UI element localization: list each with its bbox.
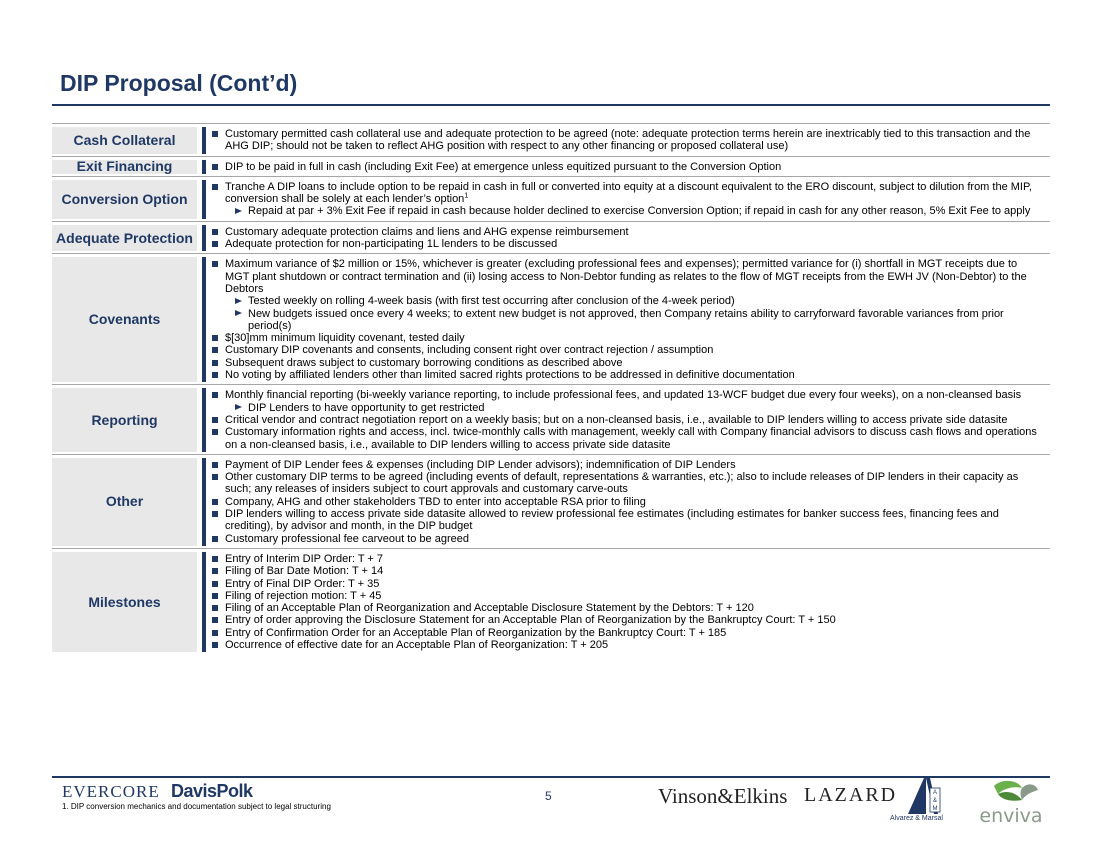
svg-text:&: &: [932, 798, 938, 804]
bullet-item: [210, 258, 1042, 295]
footnote-marker: 1: [464, 192, 469, 200]
lazard-logo: LAZARD: [804, 784, 898, 806]
bullet-text: Payment of DIP Lender fees & expenses (including DIP Lender advisors); indemnification of DIP Lenders: [225, 458, 736, 471]
vinson-elkins-logo: Vinson&Elkins: [658, 784, 788, 808]
bullet-item: [210, 496, 1042, 508]
bullet-text: Other customary DIP terms to be agreed (including events of default, representations & warranties, etc.); also to include releases of DIP lenders in their capacity as such; any releases of insiders subject to court approvals and customary carve-outs: [225, 471, 1019, 496]
row-accent-bar: [202, 388, 206, 451]
bullet-item: [210, 459, 1042, 471]
bullet-text: Filing of rejection motion: T + 45: [225, 589, 382, 602]
bullet-text: Filing of Bar Date Motion: T + 14: [225, 565, 384, 578]
bullet-text: Occurrence of effective date for an Acceptable Plan of Reorganization: T + 205: [225, 638, 609, 651]
bullet-item: [210, 332, 1042, 344]
row-content: [210, 256, 1050, 382]
row-accent-bar: [202, 257, 206, 382]
bullet-item: [210, 128, 1042, 153]
bullet-text: Tranche A DIP loans to include option to be repaid in cash in full or converted into equity at a discount equivalent to the ERO discount, subject to dilution from the MIP, conversion shall be solely at each lender’s option: [225, 180, 1032, 206]
term-row: [52, 157, 1050, 177]
row-accent-bar: [202, 458, 206, 546]
row-accent-bar: [202, 127, 206, 154]
bullet-item: [210, 578, 1042, 590]
row-label: Milestones: [52, 552, 197, 652]
bullet-text: Entry of Confirmation Order for an Acceptable Plan of Reorganization by the Bankruptcy Court: T + 185: [225, 626, 727, 639]
page-number: 5: [545, 789, 552, 803]
bullet-text: DIP lenders willing to access private side datasite allowed to review professional fee estimates (including estimates for banker success fees, financing fees and crediting), by advisor and month, in the DIP budget: [225, 508, 999, 533]
bullet-item: [210, 471, 1042, 496]
bullet-item: [210, 426, 1042, 451]
bullet-text: Company, AHG and other stakeholders TBD to enter into acceptable RSA prior to filing: [225, 495, 646, 508]
bullet-item: [210, 602, 1042, 614]
row-label: Reporting: [52, 388, 197, 451]
bullet-text: Maximum variance of $2 million or 15%, whichever is greater (excluding professional fees and expenses); permitted variance for (i) shortfall in MGT receipts due to MGT plant shutdown or contract termination and (ii) losing access to Non-Debtor funding as relates to the flow of MGT receipts from the EWH JV (Non-Debtor) to the Debtors: [225, 258, 1027, 295]
term-row: [52, 124, 1050, 157]
row-content: [210, 457, 1050, 546]
bullet-item: [210, 181, 1042, 206]
enviva-logo: [972, 776, 1050, 828]
term-row: [52, 549, 1050, 654]
bullet-item: [210, 369, 1042, 381]
bullet-text: Entry of order approving the Disclosure Statement for an Acceptable Plan of Reorganization by the Bankruptcy Court: T + 150: [225, 614, 836, 627]
bullet-item: [210, 508, 1042, 533]
bullet-text: Monthly financial reporting (bi-weekly variance reporting, to include professional fees, and updated 13-WCF budget due every four weeks), on a non-cleansed basis: [225, 389, 1022, 402]
row-content: [210, 179, 1050, 219]
term-row: [52, 455, 1050, 549]
page-title: DIP Proposal (Cont’d): [60, 70, 298, 96]
bullet-text: Customary DIP covenants and consents, including consent right over contract rejection / assumption: [225, 344, 714, 357]
bullet-item: [210, 414, 1042, 426]
row-content: [210, 224, 1050, 252]
bullet-item: [210, 344, 1042, 356]
bullet-text: Customary information rights and access, incl. twice-monthly calls with management, weekly call with Company financial advisors to discuss cash flows and operations on a non-cleansed basis, i.e., available to DIP lenders willing to access private side datasite: [225, 426, 1037, 451]
bullet-text: Adequate protection for non-participating 1L lenders to be discussed: [225, 238, 558, 251]
bullet-text: Customary adequate protection claims and liens and AHG expense reimbursement: [225, 225, 629, 238]
bullet-item: [210, 238, 1042, 250]
row-content: [210, 551, 1050, 652]
davis-polk-logo: DavisPolk: [171, 781, 253, 801]
row-label: Adequate Protection: [52, 225, 197, 252]
evercore-logo: EVERCORE: [62, 782, 160, 801]
bullet-text: Filing of an Acceptable Plan of Reorganization and Acceptable Disclosure Statement by the Debtors: T + 120: [225, 602, 754, 615]
svg-text:A: A: [932, 790, 938, 796]
bullet-text: Entry of Interim DIP Order: T + 7: [225, 552, 384, 565]
alvarez-marsal-wordmark: Alvarez & Marsal: [890, 815, 943, 822]
row-content: [210, 126, 1050, 154]
sub-bullet-item: New budgets issued once every 4 weeks; to extent new budget is not approved, then Company retains ability to carryforward favorable variances from prior period(s): [210, 308, 1042, 333]
row-accent-bar: [202, 225, 206, 252]
svg-text:M: M: [932, 806, 938, 812]
bullet-item: [210, 590, 1042, 602]
row-content: [210, 387, 1050, 451]
bullet-item: [210, 357, 1042, 369]
sub-bullet-item: Tested weekly on rolling 4-week basis (with first test occurring after conclusion of the 4-week period): [210, 295, 1042, 307]
bullet-item: [210, 553, 1042, 565]
bullet-text: DIP to be paid in full in cash (including Exit Fee) at emergence unless equitized pursuant to the Conversion Option: [225, 160, 782, 173]
term-row: [52, 222, 1050, 255]
term-sheet-table: [52, 123, 1050, 654]
bullet-text: Customary professional fee carveout to be agreed: [225, 532, 469, 545]
row-label: Cash Collateral: [52, 127, 197, 154]
row-accent-bar: [202, 180, 206, 219]
bullet-text: Critical vendor and contract negotiation report on a weekly basis; but on a non-cleansed basis, i.e., available to DIP lenders willing to access private side datasite: [225, 413, 1008, 426]
footnote: 1. DIP conversion mechanics and documentation subject to legal structuring: [62, 802, 331, 811]
bullet-item: [210, 533, 1042, 545]
bullet-item: [210, 161, 1042, 173]
term-row: [52, 254, 1050, 385]
bullet-item: [210, 226, 1042, 238]
bullet-text: No voting by affiliated lenders other than limited sacred rights protections to be addressed in definitive documentation: [225, 369, 795, 382]
row-content: [210, 159, 1050, 174]
bullet-item: [210, 565, 1042, 577]
title-divider: [52, 104, 1050, 106]
svg-text:enviva: enviva: [979, 805, 1043, 827]
row-label: Other: [52, 458, 197, 546]
row-accent-bar: [202, 552, 206, 652]
row-label: Conversion Option: [52, 180, 197, 219]
bullet-text: $[30]mm minimum liquidity covenant, tested daily: [225, 332, 465, 345]
row-accent-bar: [202, 160, 206, 174]
term-row: [52, 177, 1050, 222]
sub-bullet-item: Repaid at par + 3% Exit Fee if repaid in cash because holder declined to exercise Conversion Option; if repaid in cash for any other reason, 5% Exit Fee to apply: [210, 205, 1042, 217]
bullet-text: Customary permitted cash collateral use and adequate protection to be agreed (note: adequate protection terms herein are inextricably tied to this transaction and the AHG DIP; should not be taken to reflect AHG position with respect to any other financing or proposed collateral use): [225, 128, 1031, 153]
row-label: Exit Financing: [52, 160, 197, 174]
term-row: [52, 385, 1050, 454]
bullet-item: [210, 627, 1042, 639]
sub-bullet-item: DIP Lenders to have opportunity to get restricted: [210, 402, 1042, 414]
bullet-item: [210, 639, 1042, 651]
bullet-text: Entry of Final DIP Order: T + 35: [225, 577, 380, 590]
bullet-item: [210, 389, 1042, 401]
bullet-item: [210, 614, 1042, 626]
row-label: Covenants: [52, 257, 197, 382]
bullet-text: Subsequent draws subject to customary borrowing conditions as described above: [225, 356, 623, 369]
